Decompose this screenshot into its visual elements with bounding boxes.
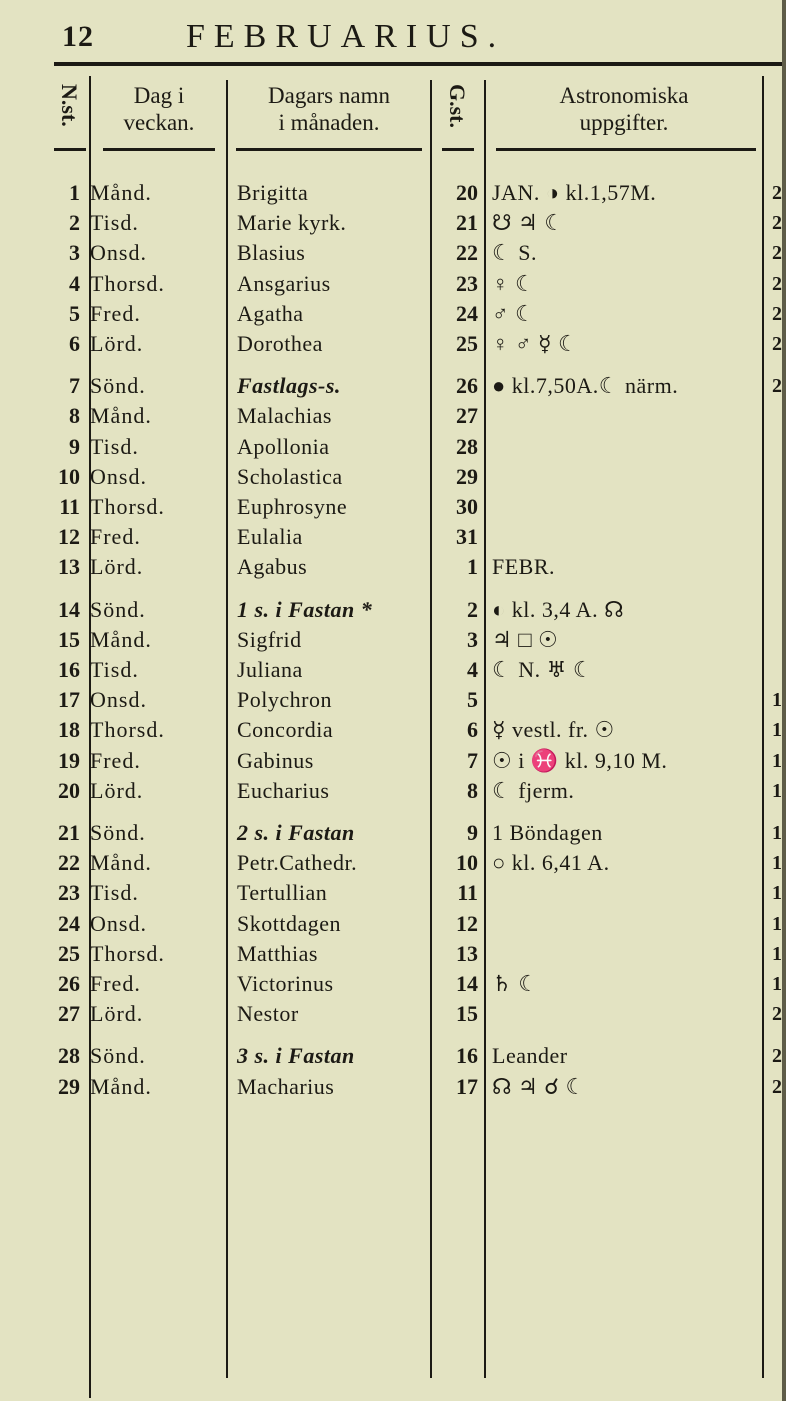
- weekday: Månd.: [90, 850, 152, 875]
- day-of-month: 20: [58, 778, 80, 803]
- old-style-day: 17: [456, 1074, 478, 1099]
- table-row: [0, 595, 786, 625]
- weekday: Sönd.: [90, 1043, 146, 1068]
- col-header-gst: G.st.: [445, 84, 470, 128]
- astronomical-note: FEBR.: [492, 554, 556, 579]
- col-header-astro-line1: Astronomiska: [559, 83, 689, 108]
- next-column-fragment: 2: [772, 273, 782, 295]
- day-of-month: 7: [69, 373, 80, 398]
- day-of-month: 10: [58, 464, 80, 489]
- next-column-fragment: 2: [772, 182, 782, 204]
- saint-name: Concordia: [237, 717, 334, 742]
- old-style-day: 14: [456, 971, 478, 996]
- col-header-weekday: [92, 82, 226, 136]
- day-of-month: 29: [58, 1074, 80, 1099]
- weekday: Thorsd.: [90, 717, 165, 742]
- saint-name: Polychron: [237, 687, 332, 712]
- weekday: Tisd.: [90, 434, 139, 459]
- day-of-month: 22: [58, 850, 80, 875]
- table-row: [0, 178, 786, 208]
- table-row: [0, 625, 786, 655]
- day-of-month: 15: [58, 627, 80, 652]
- table-row: [0, 878, 786, 908]
- table-row: [0, 462, 786, 492]
- next-column-fragment: 1: [772, 689, 782, 711]
- old-style-day: 1: [467, 554, 478, 579]
- astronomical-note: ♃ □ ☉: [492, 627, 559, 652]
- next-column-fragment: 2: [772, 303, 782, 325]
- weekday: Fred.: [90, 301, 141, 326]
- next-column-fragment: 2: [772, 1076, 782, 1098]
- top-rule: [54, 62, 782, 66]
- table-row: [0, 492, 786, 522]
- rule-astro: [496, 148, 756, 151]
- day-of-month: 2: [69, 210, 80, 235]
- day-of-month: 19: [58, 748, 80, 773]
- old-style-day: 25: [456, 331, 478, 356]
- old-style-day: 12: [456, 911, 478, 936]
- weekday: Fred.: [90, 524, 141, 549]
- saint-name: Malachias: [237, 403, 332, 428]
- table-row: [0, 818, 786, 848]
- table-row: [0, 939, 786, 969]
- day-of-month: 23: [58, 880, 80, 905]
- next-column-fragment: 1: [772, 882, 782, 904]
- astronomical-note: ♀ ♂ ☿ ☾: [492, 331, 579, 356]
- day-of-month: 28: [58, 1043, 80, 1068]
- day-of-month: 4: [69, 271, 80, 296]
- day-of-month: 17: [58, 687, 80, 712]
- table-row: [0, 522, 786, 552]
- saint-name: Victorinus: [237, 971, 334, 996]
- col-header-name-line1: Dagars namn: [268, 83, 390, 108]
- table-row: [0, 715, 786, 745]
- weekday: Lörd.: [90, 331, 144, 356]
- col-header-name-line2: i månaden.: [278, 110, 380, 135]
- saint-name: Juliana: [237, 657, 303, 682]
- weekday: Sönd.: [90, 820, 146, 845]
- saint-name: Dorothea: [237, 331, 323, 356]
- table-row: [0, 1041, 786, 1071]
- next-column-fragment: 1: [772, 750, 782, 772]
- next-column-fragment: 1: [772, 973, 782, 995]
- saint-name: Sigfrid: [237, 627, 302, 652]
- saint-name: Marie kyrk.: [237, 210, 347, 235]
- saint-name: Agabus: [237, 554, 308, 579]
- weekday: Månd.: [90, 1074, 152, 1099]
- astronomical-note: JAN. ◑ kl.1,57M.: [492, 180, 657, 205]
- astronomical-note: ○ kl. 6,41 A.: [492, 850, 610, 875]
- next-column-fragment: 2: [772, 242, 782, 264]
- col-header-nst: N.st.: [57, 84, 82, 127]
- old-style-day: 8: [467, 778, 478, 803]
- weekday: Tisd.: [90, 210, 139, 235]
- weekday: Lörd.: [90, 778, 144, 803]
- weekday: Fred.: [90, 748, 141, 773]
- day-of-month: 24: [58, 911, 80, 936]
- saint-name: Fastlags-s.: [237, 373, 341, 398]
- astronomical-note: ☾ N. ♅ ☾: [492, 657, 594, 682]
- table-row: [0, 655, 786, 685]
- astronomical-note: ◐ kl. 3,4 A. ☊: [492, 597, 625, 622]
- old-style-day: 30: [456, 494, 478, 519]
- saint-name: Scholastica: [237, 464, 343, 489]
- old-style-day: 11: [457, 880, 478, 905]
- next-column-fragment: 1: [772, 943, 782, 965]
- saint-name: Agatha: [237, 301, 304, 326]
- saint-name: Macharius: [237, 1074, 335, 1099]
- table-row: [0, 909, 786, 939]
- table-row: [0, 552, 786, 582]
- day-of-month: 1: [69, 180, 80, 205]
- saint-name: Blasius: [237, 240, 306, 265]
- next-column-fragment: 1: [772, 822, 782, 844]
- astronomical-note: ♂ ☾: [492, 301, 536, 326]
- old-style-day: 27: [456, 403, 478, 428]
- col-header-weekday-line2: veckan.: [123, 110, 195, 135]
- saint-name: Nestor: [237, 1001, 299, 1026]
- saint-name: Tertullian: [237, 880, 328, 905]
- weekday: Lörd.: [90, 554, 144, 579]
- rule-name: [236, 148, 422, 151]
- col-header-astro-line2: uppgifter.: [579, 110, 669, 135]
- old-style-day: 23: [456, 271, 478, 296]
- next-column-fragment: 2: [772, 212, 782, 234]
- weekday: Tisd.: [90, 880, 139, 905]
- old-style-day: 4: [467, 657, 478, 682]
- next-column-fragment: 1: [772, 719, 782, 741]
- next-column-fragment: 2: [772, 1003, 782, 1025]
- day-of-month: 16: [58, 657, 80, 682]
- weekday: Onsd.: [90, 464, 147, 489]
- astronomical-note: ☊ ♃ ☌ ☾: [492, 1074, 586, 1099]
- page-header: [0, 18, 786, 58]
- next-column-fragment: 1: [772, 913, 782, 935]
- next-column-fragment: 2: [772, 1045, 782, 1067]
- day-of-month: 27: [58, 1001, 80, 1026]
- table-row: [0, 776, 786, 806]
- day-of-month: 25: [58, 941, 80, 966]
- weekday: Sönd.: [90, 597, 146, 622]
- table-row: [0, 999, 786, 1029]
- old-style-day: 16: [456, 1043, 478, 1068]
- astronomical-note: 1 Böndagen: [492, 820, 603, 845]
- day-of-month: 6: [69, 331, 80, 356]
- saint-name: Skottdagen: [237, 911, 341, 936]
- weekday: Lörd.: [90, 1001, 144, 1026]
- table-row: [0, 401, 786, 431]
- old-style-day: 24: [456, 301, 478, 326]
- day-of-month: 14: [58, 597, 80, 622]
- table-row: [0, 432, 786, 462]
- weekday: Månd.: [90, 403, 152, 428]
- old-style-day: 31: [456, 524, 478, 549]
- astronomical-note: ☾ S.: [492, 240, 537, 265]
- saint-name: 2 s. i Fastan: [237, 820, 355, 845]
- old-style-day: 2: [467, 597, 478, 622]
- day-of-month: 13: [58, 554, 80, 579]
- astronomical-note: ♄ ☾: [492, 971, 539, 996]
- old-style-day: 28: [456, 434, 478, 459]
- table-row: [0, 969, 786, 999]
- day-of-month: 21: [58, 820, 80, 845]
- table-row: [0, 371, 786, 401]
- col-header-name: [228, 82, 430, 136]
- day-of-month: 26: [58, 971, 80, 996]
- table-row: [0, 238, 786, 268]
- astronomical-note: ☋ ♃ ☾: [492, 210, 565, 235]
- next-column-fragment: 1: [772, 780, 782, 802]
- weekday: Månd.: [90, 627, 152, 652]
- weekday: Sönd.: [90, 373, 146, 398]
- old-style-day: 21: [456, 210, 478, 235]
- day-of-month: 12: [58, 524, 80, 549]
- weekday: Tisd.: [90, 657, 139, 682]
- weekday: Onsd.: [90, 687, 147, 712]
- next-column-fragment: 2: [772, 333, 782, 355]
- weekday: Onsd.: [90, 911, 147, 936]
- old-style-day: 29: [456, 464, 478, 489]
- table-row: [0, 685, 786, 715]
- saint-name: Ansgarius: [237, 271, 331, 296]
- next-column-fragment: 2: [772, 375, 782, 397]
- saint-name: Eulalia: [237, 524, 303, 549]
- table-row: [0, 208, 786, 238]
- col-header-astro: [486, 82, 762, 136]
- old-style-day: 7: [467, 748, 478, 773]
- day-of-month: 18: [58, 717, 80, 742]
- rule-nst: [54, 148, 86, 151]
- day-of-month: 3: [69, 240, 80, 265]
- saint-name: Apollonia: [237, 434, 330, 459]
- old-style-day: 22: [456, 240, 478, 265]
- weekday: Onsd.: [90, 240, 147, 265]
- astronomical-note: ☉ i ♓ kl. 9,10 M.: [492, 748, 668, 773]
- saint-name: Brigitta: [237, 180, 309, 205]
- day-of-month: 5: [69, 301, 80, 326]
- table-row: [0, 1072, 786, 1102]
- next-column-fragment: 1: [772, 852, 782, 874]
- old-style-day: 13: [456, 941, 478, 966]
- saint-name: 1 s. i Fastan *: [237, 597, 373, 622]
- astronomical-note: ♀ ☾: [492, 271, 536, 296]
- weekday: Thorsd.: [90, 271, 165, 296]
- astronomical-note: Leander: [492, 1043, 568, 1068]
- old-style-day: 3: [467, 627, 478, 652]
- weekday: Thorsd.: [90, 941, 165, 966]
- old-style-day: 15: [456, 1001, 478, 1026]
- saint-name: 3 s. i Fastan: [237, 1043, 355, 1068]
- rule-gst: [442, 148, 474, 151]
- astronomical-note: ☾ fjerm.: [492, 778, 575, 803]
- old-style-day: 20: [456, 180, 478, 205]
- old-style-day: 9: [467, 820, 478, 845]
- astronomical-note: ☿ vestl. fr. ☉: [492, 717, 615, 742]
- table-row: [0, 299, 786, 329]
- saint-name: Gabinus: [237, 748, 314, 773]
- saint-name: Euphrosyne: [237, 494, 348, 519]
- day-of-month: 8: [69, 403, 80, 428]
- saint-name: Matthias: [237, 941, 318, 966]
- page-number: 12: [62, 20, 94, 53]
- saint-name: Eucharius: [237, 778, 330, 803]
- table-row: [0, 269, 786, 299]
- rule-weekday: [103, 148, 215, 151]
- weekday: Thorsd.: [90, 494, 165, 519]
- col-header-weekday-line1: Dag i: [133, 83, 185, 108]
- weekday: Fred.: [90, 971, 141, 996]
- day-of-month: 9: [69, 434, 80, 459]
- table-row: [0, 329, 786, 359]
- old-style-day: 5: [467, 687, 478, 712]
- table-row: [0, 848, 786, 878]
- old-style-day: 26: [456, 373, 478, 398]
- saint-name: Petr.Cathedr.: [237, 850, 358, 875]
- old-style-day: 10: [456, 850, 478, 875]
- table-row: [0, 746, 786, 776]
- month-title: FEBRUARIUS.: [186, 18, 506, 55]
- astronomical-note: ● kl.7,50A.☾ närm.: [492, 373, 679, 398]
- old-style-day: 6: [467, 717, 478, 742]
- weekday: Månd.: [90, 180, 152, 205]
- day-of-month: 11: [59, 494, 80, 519]
